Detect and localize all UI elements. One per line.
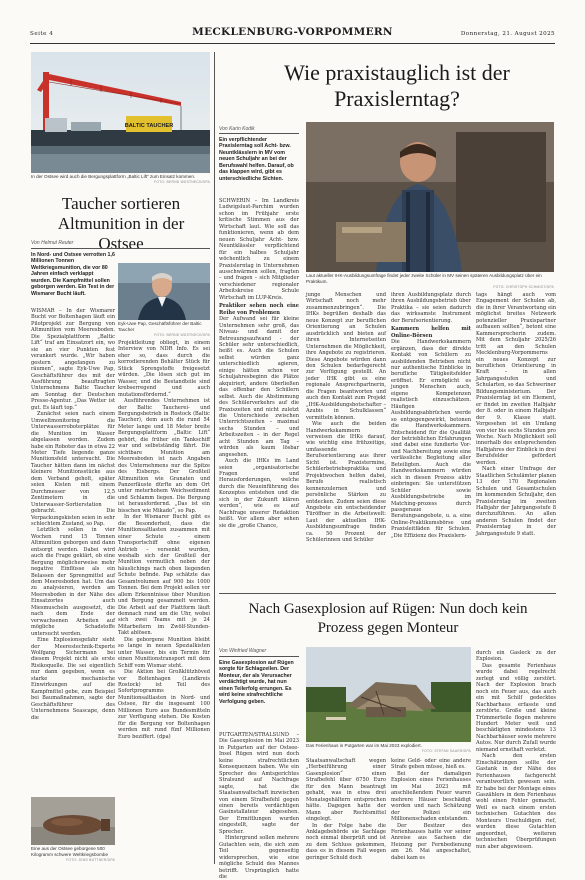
subheading: Kammern helfen mit Online-Börsen <box>391 326 471 339</box>
ship-banner-text: BALTIC TAUCHER <box>124 123 174 129</box>
article-body-col3: ihren Ausbildungsplatz durch ihren Ausbildungsbetrieb über Praktika – sie seien dadurch das wirksamste Instrument der Berufsorientierung. Kammern helfen mit Online-Börsen Die Handwerkskammern ergänzen, dass der direkte Kontakt von Schülern zu ausbildenden Betrieben nicht nur authentische Einblicke in berufliche Tätigkeitsfelder eröffnet. Er ermöglicht es jungen Menschen auch, eigene Kompetenzen realistisch einzuschätzen. Häufigen Ausbildungsabbrüchen werde so entgegengewirkt, betonen die Handwerkskammern. Entscheidend für die Qualität der betrieblichen Erfahrungen sind dabei eine fundierte Vor- und Nachbereitung sowie eine verlässliche Begleitung aller Beteiligten. Auch die Handwerkskammern würden sich in diesen Prozess aktiv einbringen: Sie unterstützen Schüler sowie Ausbildungsbetriebe im Matching-prozess durch passgenaue Beratungsangebote, u. a. eine Online-Praktikumsbörse und Praxisleitfäden für Schulen. „Die Effizienz des Praxislern- <box>391 292 471 539</box>
column-divider <box>214 52 215 864</box>
bomb-photo-credit: FOTO: JENS BÜTTNER/DPA <box>66 857 115 862</box>
article-body-col1: SCHWERIN – Im Landkreis Ludwigslust-Parchim wurden schon im Frühjahr erste kritische Stimmen aus der Wirtschaft laut. Wie soll das funktionieren, wenn ab dem neuen Schuljahr Acht- bzw. Neuntklässler verpflichtend für ein halbes Schuljahr wöchentlich zu einem Praxislerntag in Unternehmen ausschwärmen sollen, fragten – und fragen – sich Mitglieder verschiedener regionaler Arbeitskreise Schule Wirtschaft im LUP-Kreis. Praktiker sehen noch eine Reihe von Problemen Der Aufwand sei für kleine Unternehmen sehr groß, das Niveau- und damit der Betreuungsaufwand - der Schüler sehr unterschiedlich, heißt es. Auch die Schulen selbst würden ganz unterschiedlich agieren, einige hätten schon vor Schuljahresbeginn die Plätze akquiriert, andere überließen das offenbar den Schülern selbst. Auch die Abstimmung des Schülerverkehrs auf die Praxiszeiten und nicht zuletzt die Unterschiede zwischen Unterrichtszeiten – maximal sechs Stunden – und Arbeitszeiten – in der Regel acht Stunden am Tag – würden als kaum lösbar angesehen. Auch die IHKs im Land seien „organisatorische Fragen und Herausforderungen, welche durch die Neueinführung des Konzeptes entstehen und die sich in der Zukunft klären werden“, wie es auf Nachfrage unserer Redaktion heißt. Vor allem aber sehen sie die „große Chance, <box>219 198 299 529</box>
ferienhaus-photo <box>306 647 471 742</box>
article-lead: Ein verpflichtender Praxislerntag soll Acht- bzw. Neuntklässlern in MV vom neuen Schuljahr an bei der Berufswahl helfen. Darauf, ob das klappen wird, gibt es unterschiedliche Sichten. <box>219 137 294 182</box>
divider <box>219 133 299 134</box>
article-body-col4: tags hängt auch vom Engagement der Schulen ab, die in ihrer Verantwortung ein möglichst breites Netzwerk potenzieller Praxispartner aufbauen sollten“, betont eine Kammersprecherin zudem. Mit dem Schuljahr 2025/26 tritt an den Schulen Mecklenburg-Vorpommerns ein neues Konzept zur beruflichen Orientierung in Kraft – in allen Jahrgangsstufen und Schularten, so das Schweriner Bildungsministerium. Der Praxislerntag ist ein Element, er findet im zweiten Halbjahr der 8. oder in einem Halbjahr der 9. Klasse statt. Vorgesehen ist ein Umfang von vier bis sechs Stunden pro Woche. Nach Möglichkeit soll innerhalb des entsprechenden Halbjahres der Einblick in drei Berufsfelder gefördert werden. Nach einer Umfrage der Staatlichen Schulämter planen 13 der 170 Regionalen Schulen und Gesamtschulen im kommenden Schuljahr, den Praxislerntag im zweiten Halbjahr der Jahrgangsstufe 8 durchzuführen. An allen anderen Schulen findet der Praxislerntag in der Jahrgangsstufe 9 statt. <box>476 292 556 537</box>
apprentice-photo <box>306 122 554 272</box>
photo-caption: In der Ostsee wird auch die Bergungsplattform „Baltic Lift“ zum Einsatz kommen. FOTO: BERND WÜSTNECK/DPA <box>31 174 210 184</box>
photo-caption: Das Ferienhaus in Putgarten war im Mai 2023 explodiert. FOTO: STEFAN SAUER/DPA <box>306 743 471 753</box>
article-body-col2: Projektleitung obliegt, in einem Interview von NDR Info. Es sei eher so, dass durch die korrodierenden Behälter Stück für Stück Sprengstoffe freigesetzt würden. „Die lösen sich gut im Wasser, und die Bestandteile sind krebserregend und auch mutationsfördernd.“ Ausführendes Unternehmen ist der Baltic Taucherei- und Bergungsbetrieb in Rostock (Baltic Taucher), dem auch die rund 54 Meter lange und 18 Meter breite Bergungsplattform „Baltic Lift“ gehört, die früher ein Tankschiff war und selbstständig fährt. Die sichtbare Munition am Meeresboden ist nach Angaben des Unternehmens nur die Spitze des Eisbergs. Der Großteil Altmunition wie Granaten und Panzerfäuste dürfte an dem Ort unter meterhohem Weichsediment und Schlamm liegen. Die Bergung ist herausfordernd. „Das ist ein bisschen wie Mikado“, so Pap. In der Wismarer Bucht gibt es die Besonderheit, dass die Munitionsaltlasten zusammen mit einer Schute – einem Transportschiff ohne eigenen Antrieb – versenkt wurden, weshalb sich der Großteil der Munition vermutlich neben der häuslichings nach oben liegenden Schute befinde. Pap schätzte das Gesamtvolumen auf 900 bis 1000 Tonnen. Bei dem Projekt sollen vor allem Erkenntnisse über Munition und Bergung gesammelt werden. Die Arbeit auf der Plattform läuft demnach rund um die Uhr, wobei sich zwei Teams mit je 24 Mitarbeitern im Zwölf-Stunden-Takt ablösen. Die geborgene Munition bleibt so lange in neuen Spezialkisten unter Wasser, bis ein Termin für einen Munitionstransport mit dem Schiff vom Wismar steht. Die Aktion bei Großklützhöved vor Boltenhagen (Landkreis Rostock) ist Teil des Sofortprogramms Munitionsaltlasten in Nord- und Ostsee, für die insgesamt 100 Millionen Euro aus Bundesmitteln zur Verfügung stehen. Die Kosten für die Bergung vor Boltenhagen werden mit rund fünf Millionen Euro beziffert. (dpa) <box>118 340 210 740</box>
article-byline: Von Helmut Reuter <box>31 240 74 246</box>
photo-credit: FOTO: STEFAN SAUER/DPA <box>421 748 471 753</box>
article-headline: Taucher sortieren Altmunition in der Ostsee <box>57 194 185 253</box>
article-body-col1: WISMAR – In der Wismarer Bucht vor Boltenhagen läuft ein Pilotprojekt zur Bergung von Altmunition vom Meeresboden. Die Spezialplattform „Baltic Lift“ traf am Einsatzort ein, wo sie an vier Punkten fest verankert wurde. „Wir haben gestern angefangen zu räumen“, sagte Eyk-Uwe Pap, Geschäftsführer des mit der Ausführung beauftragten Unternehmens Baltic Taucher am Sonntag der Deutschen Presse-Agentur. „Das Wetter ist gut. Es läuft top.“ Zunächst seien nach einem Umweltmonitoring die Unterwasserroboterplätze für die Munition im Wasser abgelassen worden. Zudem habe ein Roboter das in etwa 22 Meter Tiefe liegende ganze Munitionsfeld untersucht. Die Taucher hätten dann im nächst kleinere Munitionsstücke aus dem Verband geholt, später seien Kisten mit einem Durchmesser von 12,5 Zentimetern in die Unterwasser-Sortierstation gebracht. Die Verpackungskisten seien in sehr schlechtem Zustand, so Pap. Letztlich sollen in vier Wochen rund 15 Tonnen Altmunition geborgen und dann entsorgt werden. Dabei wird auch die Frage geklärt, ob eine Bergung möglicherweise mehr negative Einflüsse als ein Belassen der Sprengmittel auf dem Meeresboden hat. Um das zu analysieren, werden am Meeresboden in der Nähe des Einsatzortes auch Miesmuscheln ausgesetzt, die nach dem Ende der verwachsenen Arbeiten auf mögliche Schadstoffe untersucht werden. Eine Explosionsgefahr sieht der Meerestechnik-Experte Wolfgang Sichermann bei diesem Projekt nicht als erste Risikoquelle. Die sei eigentlich nur dann gegeben, wenn es starke mechanische Einwirkungen auf die Kampfmittel gebe, zum Beispiel bei Baumaßnahmen, sagte der Geschäftsführer des Unternehmens Seascape, denn die <box>31 308 115 721</box>
article-headline: Nach Gasexplosion auf Rügen: Nun doch kein Prozess gegen Monteur <box>248 601 528 636</box>
article-byline: Von Winfried Wagner <box>219 648 267 654</box>
bomb-photo-caption: Eine aus der Ostsee geborgene 500 Kilogramm schwere Weltkriegsbombe FOTO: JENS BÜTTNER/DPA <box>31 846 115 862</box>
portrait-photo <box>118 263 210 320</box>
divider <box>31 248 210 249</box>
photo-credit: FOTO: BERND WÜSTNECK/DPA <box>154 179 210 184</box>
article-lead: Eine Gasexplosion auf Rügen sorgte für Schlagzeilen. Der Monteur, der als Verursacher verdächtigt wurde, hat nun einen Teilerfolg errungen. Es wird keine strafrechtliche Verfolgung geben. <box>219 660 294 705</box>
divider <box>219 656 299 657</box>
baltic-lift-photo <box>31 52 210 173</box>
page-header <box>30 24 555 44</box>
article-byline: Von Karin Kodik <box>219 126 255 132</box>
article-headline: Wie praxistauglich ist der Praxislerntag? <box>284 60 510 111</box>
divider <box>219 593 556 594</box>
portrait-caption: Eyk-Uwe Pap, Geschäftsführer der Baltic Taucher FOTO: BERND WÜSTNECK/DPA <box>118 321 210 337</box>
issue-date: Donnerstag, 21. August 2025 <box>460 31 555 37</box>
article-body-col3: keine Geld- oder eine andere Strafe geben müsse, hieß es. Bei der damaligen Explosion eines Ferienhauses im Mai 2023 mit anschließendem Feuer waren mehrere Häuser beschädigt worden und nach Schätzung der Polizei ein Millionenschaden entstanden. Der Besitzer des Ferienhauses hatte vor seiner Anreise aus Sachsen die Heizung per Fernbedienung am 26. Mai angeschaltet, dabei kam es <box>391 758 471 861</box>
bomb-photo <box>31 797 115 845</box>
article-lead: In Nord- und Ostsee verrotten 1,6 Millionen Tonnen Weltkriegsmunition, die vor 80 Jahren einfach verklappt wurden. Die Kampfmittel sollen geborgen werden. Ein Test in der Wismarer Bucht läuft. <box>31 252 115 297</box>
section-title: MECKLENBURG-VORPOMMERN <box>192 26 393 38</box>
article-body-col4: durch ein Gasleck zu der Explosion. Das gesamte Ferienhaus wurde dabei regelrecht zerlegt und völlig zerstört. Nach der Explosion brach noch ein Feuer aus, das auch ein mit Schilf gedecktes Nachbarhaus erfasste und zerstörte. Große und kleine Trümmerteile flogen mehrere Hundert Meter weit und beschädigten mindestens 13 Nachbarhäuser sowie mehrere Autos. Nur durch Zufall wurde niemand ernsthaft verletzt. Nach den ersten Einschätzungen sollte der Gastank in der Nähe des Ferienhauses fachgerecht verantwortlich gewesen sein. Er habe bei der Montage eines Gaszählers in dem Ferienhaus wohl einen Fehler gemacht. Weil es nach einem ersten technischen Gutachten des Monteurs Unschuldigen rief, wurden diese Gutachten angeordnet, weiteren technischen Überprüfungen nun aber abgewiesen. <box>476 650 556 850</box>
portrait-credit: FOTO: BERND WÜSTNECK/DPA <box>154 332 210 337</box>
article-body-col2: junge Menschen und Wirtschaft noch mehr zusammenzubringen“. Die IHKs begrüßen deshalb das neue Konzept zur beruflichen Orientierung an Schulen ausdrücklich und bieten auf ihren Internetseiten Unternehmen die Möglichkeit, ihre Angebote zu registrieren. Diese Angebote würden dann den Schulen bedarfsgerecht zur Verfügung gestellt. An jeder IHK gibt es eine regionale Ansprechpartnerin, die Fragen beantworten und auch den Kontakt zum Projekt „IHK-Ausbildungsbotschafter – Azubis in Schulklassen“ vermitteln können. Wie auch die beiden Handwerkskammern verweisen die IHKs darauf, wie wichtig eine frühzeitige, umfassende Berufsorientierung aus ihrer Sicht ist. Praxistermine, Schülerbetriebspraktika und Projektwochen helfen dabei, Berufe realistisch kennenzulernen und persönliche Stärken zu entdecken. Zudem seien diese Angebote ein entscheidender Türöffner in die Arbeitswelt: Laut der aktuellen IHK-Ausbildungsumfrage finden ca. 50 Prozent der Schülerinnen und Schüler <box>306 292 386 544</box>
page-number: Seite 4 <box>30 31 54 37</box>
photo-credit: FOTO: CHRISTOPH SCHMIDT/DPA <box>493 284 554 289</box>
photo-caption: Laut aktueller IHK-Ausbildungsumfrage findet jeder zweite Schüler in MV seinen späteren Ausbildungsplatz über ein Praktikum. FOTO: CHRISTOPH SCHMIDT/DPA <box>306 273 554 289</box>
article-body-col2: Staatsanwaltschaft wegen „Herbeiführung einer Gasexplosion“ einen Strafbefehl über 6750 Euro für den Mann beantragt gehabt, was in etwa drei Monatsgehältern entsprochen hätte. Dagegen hatte der Mann aber Rechtsmittel eingelegt. In der Folge habe die Anklagebehörde sie Sachlage noch einmal überprüft und ist zu dem Schluss gekommen, dass es in diesem Fall wegen geringer Schuld doch <box>306 758 386 861</box>
subheading: Praktiker sehen noch eine Reihe von Problemen <box>219 303 299 316</box>
article-body-col1: PUTGARTEN/STRALSUND – Die Gasexplosion im Mai 2023 in Putgarten auf der Ostsee-Insel Rügen wird nun doch keine strafrechtlichen Konsequenzen haben. Wie ein Sprecher des Amtsgerichtes Stralsund auf Nachfrage sagte, hat die Staatsanwaltschaft inzwischen von einem Strafbefehl gegen einen bereits verdächtigen Gasinstallateur abgesehen. Der Ermittlungen wurden eingestellt, sagte der Sprecher. Hintergrund sollen mehrere Gutachten sein, die sich zum Teil gegenseitig widersprechen, wie eine mögliche Schuld des Mannes betrifft. Ursprünglich hatte die <box>219 732 299 880</box>
